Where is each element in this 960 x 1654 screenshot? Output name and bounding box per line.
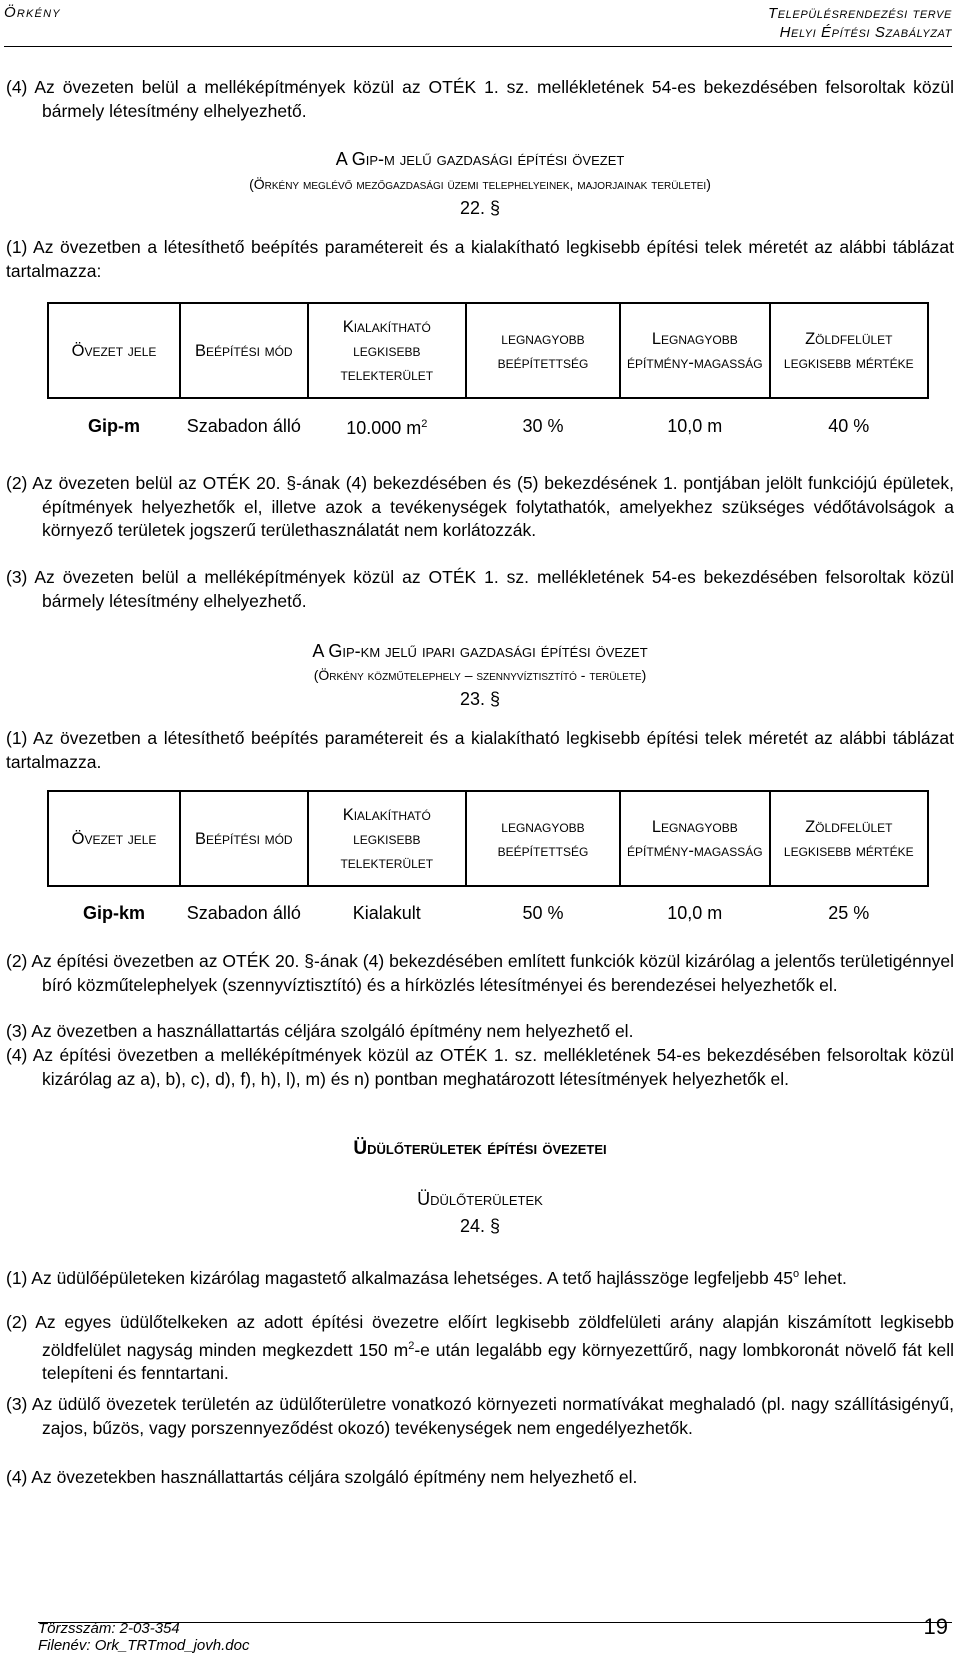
table-header-row — [48, 303, 928, 398]
header-right — [768, 4, 952, 42]
page-number: 19 — [923, 1614, 948, 1639]
paragraph-24-2: (2) Az egyes üdülőtelkeken az adott építési övezetre előírt legkisebb zöldfelületi arány alapján kiszámított legkisebb zöldfelület nagyság minden megkezdett 150 $m^2-e$ után legalább egy környezettűrő, nagy lombkoronát növelő fát kell telepíteni és fenntartani. — [6, 1312, 954, 1383]
header-cell-zone: Övezet jele — [48, 303, 180, 398]
max-coverage: 50 % — [522, 902, 564, 923]
paragraph-21-4: (4) Az övezeten belül a melléképítmények közül az OTÉK 1. sz. mellékletének 54-es bekezdésében felsoroltak közül bármely létesítmény elhelyezhető. — [6, 77, 954, 121]
building-mode: Szabadon álló — [186, 416, 301, 436]
header-cell-green: Zöldfelület legkisebb mértéke — [770, 791, 928, 886]
header-rule — [4, 46, 952, 47]
max-height: 10,0 m — [667, 416, 723, 436]
paragraph-23-1: (1) Az övezetben a létesíthető beépítés paramétereit és a kialakítható legkisebb építési telek méretét az alábbi táblázat tartalmazza. — [6, 728, 954, 772]
header-cell-height: Legnagyobb építmény-magasság — [620, 303, 770, 398]
max-height: 10,0 m — [667, 902, 723, 923]
paragraph-24-1: (1) Az üdülőépületeken kizárólag magastető alkalmazása lehetséges. A tető hajlásszöge legfeljebb 45$^o$ lehet. — [6, 1267, 847, 1288]
section-22-number: 22. § — [459, 198, 501, 218]
paragraph-22-3: (3) Az övezeten belül a melléképítmények közül az OTÉK 1. sz. mellékletének 54-es bekezdésében felsoroltak közül bármely létesítmény elhelyezhető. — [6, 567, 954, 611]
header-cell-area: Kialakítható legkisebb telekterület — [308, 791, 466, 886]
paragraph-23-2: (2) Az építési övezetben az OTÉK 20. §-ának (4) bekezdésében említett funkciók közül kizárólag a jelentős területigénnyel bíró közműtelephelyek (szennyvíztisztító) és a hírközlés létesítményei és berendezései helyezhetők el. — [6, 951, 954, 995]
paragraph-24-4: (4) Az övezetekben használlattartás céljára szolgáló építmény nem helyezhető el. — [6, 1467, 638, 1487]
table-row — [48, 398, 928, 453]
table-gip-km — [47, 790, 929, 938]
section-heading: Üdülőterületek építési övezetei — [353, 1138, 607, 1159]
section-22-subtitle: (Örkény meglévő mezőgazdasági üzemi telephelyeinek, majorjainak területei) — [249, 176, 711, 192]
header-left: Örkény — [4, 4, 61, 21]
header-cell-mode: Beépítési mód — [180, 303, 308, 398]
header-cell-mode: Beépítési mód — [180, 791, 308, 886]
zone-code: Gip-m — [88, 416, 140, 436]
table-row — [48, 886, 928, 938]
section-23-number: 23. § — [459, 689, 501, 709]
paragraph-22-2: (2) Az övezeten belül az OTÉK 20. §-ának (4) bekezdésében és (5) bekezdésének 1. pontjában jelölt funkciójú épületek, építmények helyezhetők el, illetve azok a tevékenységek folytathatók, amelyekhez szükséges védőtávolságok a környező területek jogszerű területhasználatát nem korlátozzák. — [6, 473, 954, 540]
header-subtitle: Helyi Építési Szabályzat — [779, 24, 952, 41]
building-mode: Szabadon álló — [186, 902, 301, 923]
header-cell-coverage: legnagyobb beépítettség — [466, 303, 620, 398]
table-gip-m — [47, 302, 929, 453]
header-cell-zone: Övezet jele — [48, 791, 180, 886]
section-24-title: Üdülőterületek — [417, 1189, 543, 1209]
paragraph-22-1: (1) Az övezetben a létesíthető beépítés paramétereit és a kialakítható legkisebb építési telek méretét az alábbi táblázat tartalmazza: — [6, 237, 954, 281]
paragraph-23-4: (4) Az építési övezetben a melléképítmények közül az OTÉK 1. sz. mellékletének 54-es bekezdésében felsoroltak közül kizárólag az a), b), c), d), f), h), l), m) és n) pontban meghatározott létesítmények helyezhetők el. — [6, 1045, 954, 1089]
header-cell-green: Zöldfelület legkisebb mértéke — [770, 303, 928, 398]
section-23-title: A Gip-km jelű ipari gazdasági építési övezet — [312, 641, 648, 661]
table-header-row — [48, 791, 928, 886]
zone-code: Gip-km — [82, 902, 145, 923]
header-cell-area: Kialakítható legkisebb telekterület — [308, 303, 466, 398]
min-green: 25 % — [828, 902, 870, 923]
min-plot-area: 10.000 $m^2$ — [346, 418, 428, 438]
min-plot-area: Kialakult — [352, 902, 421, 923]
footer-info — [38, 1620, 249, 1654]
footer-registry-number: Törzsszám: 2-03-354 — [38, 1620, 180, 1637]
header-cell-height: Legnagyobb építmény-magasság — [620, 791, 770, 886]
paragraph-23-3: (3) Az övezetben a használlattartás céljára szolgáló építmény nem helyezhető el. — [6, 1021, 634, 1041]
header-cell-coverage: legnagyobb beépítettség — [466, 791, 620, 886]
section-22-title: A Gip-m jelű gazdasági építési övezet — [335, 149, 625, 169]
section-24-number: 24. § — [459, 1216, 501, 1236]
section-23-subtitle: (Örkény közműtelephely – szennyvíztisztító - területe) — [313, 667, 647, 683]
paragraph-24-3: (3) Az üdülő övezetek területén az üdülőterületre vonatkozó környezeti normatívákat meghaladó (pl. nagy szállításigényű, zajos, bűzös, vagy porszennyeződést okozó) tevékenységek nem engedélyezhetők. — [6, 1394, 954, 1438]
min-green: 40 % — [828, 416, 870, 436]
footer-filename: Filenév: Ork_TRTmod_jovh.doc — [38, 1637, 250, 1654]
header-title: Településrendezési terve — [767, 5, 952, 22]
max-coverage: 30 % — [522, 416, 564, 436]
